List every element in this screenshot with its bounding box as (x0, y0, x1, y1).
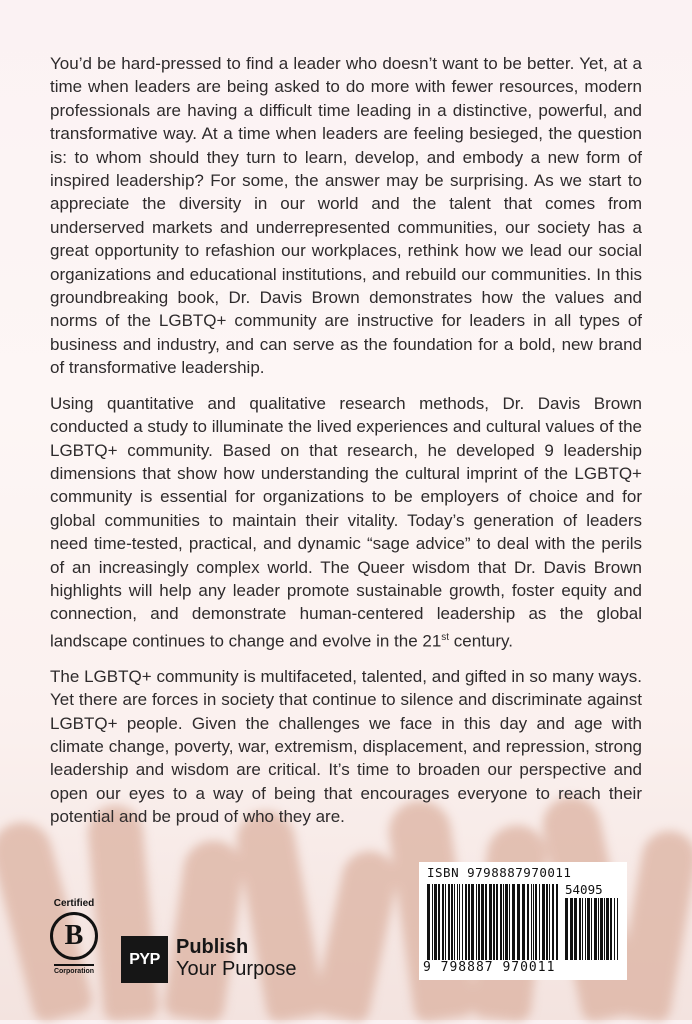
barcode-bar (531, 884, 532, 960)
b-corp-divider (54, 964, 94, 966)
barcode-bar (438, 884, 440, 960)
barcode-bar (465, 884, 467, 960)
barcode-bar (582, 898, 583, 960)
barcode-bar (565, 898, 568, 960)
publisher-logo-icon: PYP (121, 936, 168, 983)
barcode-bar (591, 898, 592, 960)
barcode-bar (539, 884, 540, 960)
barcode-bar (617, 898, 618, 960)
barcode-bar (427, 884, 430, 960)
barcode-bar (614, 898, 615, 960)
barcode-bar (476, 884, 477, 960)
barcode-bar (451, 884, 453, 960)
certified-label: Certified (53, 898, 95, 909)
barcode-bars-main-icon (427, 884, 559, 960)
barcode-bar (434, 884, 437, 960)
barcode-bar (468, 884, 470, 960)
barcode-bar (445, 884, 446, 960)
paragraph-2-tail: century. (449, 631, 514, 651)
isbn-barcode (419, 862, 627, 980)
corporation-label: Corporation (53, 968, 95, 975)
ordinal-suffix: st (441, 631, 450, 643)
barcode-bar (533, 884, 534, 960)
barcode-bar (505, 884, 508, 960)
barcode-bar (503, 884, 504, 960)
barcode-bar (542, 884, 545, 960)
barcode-bar (481, 884, 484, 960)
barcode-bar (512, 884, 515, 960)
barcode-bar (610, 898, 612, 960)
barcode-bar (594, 898, 597, 960)
b-corp-logo-icon: B (50, 912, 98, 960)
barcode-bar (604, 898, 605, 960)
barcode-bar (587, 898, 590, 960)
barcode-bar (442, 884, 444, 960)
barcode-bar (500, 884, 502, 960)
paragraph-2-body: Using quantitative and qualitative research methods, Dr. Davis Brown conducted a study to illuminate the lived experiences and cultural values of the LGBTQ+ community. Based on that research, he developed 9 leadership dimensions that show how understanding the cultural imprint of the LGBTQ+ community is essential for organizations to be employers of choice and for global communities to maintain their vitality. Today’s generation of leaders need time-tested, practical, and dynamic “sage advice” to deal with the perils of an increasingly complex world. The Queer wisdom that Dr. Davis Brown highlights will help any leader promote sustainable growth, foster equity and connection, and demonstrate human-centered leadership as the global landscape continues to change and evolve in the 21 (50, 393, 642, 651)
publisher-name (176, 936, 296, 980)
barcode-bar (600, 898, 603, 960)
barcode-bar (527, 884, 529, 960)
barcode-bar (462, 884, 463, 960)
barcode-bar (535, 884, 537, 960)
isbn-label: ISBN 9798887970011 (427, 865, 572, 880)
barcode-bar (485, 884, 487, 960)
barcode-number: 9 798887 970011 (423, 960, 556, 975)
barcode-bar (459, 884, 460, 960)
barcode-bar (546, 884, 548, 960)
publisher-name-line1: Publish (176, 936, 249, 958)
barcode-bar (432, 884, 433, 960)
barcode-bar (448, 884, 450, 960)
barcode-bar (552, 884, 554, 960)
barcode-bar (556, 884, 558, 960)
paragraph-1: You’d be hard-pressed to find a leader who doesn’t want to be better. Yet, at a time when leaders are being asked to do more with fewer resources, modern professionals are having a difficult time leading in a distinctive, powerful, and transformative way. At a time when leaders are feeling besieged, the question is: to whom should they turn to learn, develop, and embody a new form of inspired leadership? For some, the answer may be surprising. As we start to appreciate the diversity in our world and the talent that comes from underserved markets and underrepresented communities, our society has a great opportunity to refashion our workplaces, rethink how we lead our social organizations and educational institutions, and rebuild our communities. In this groundbreaking book, Dr. Davis Brown demonstrates how the values and norms of the LGBTQ+ community are instructive for leaders in all types of business and industry, and can serve as the foundation for a bold, new brand of transformative leadership. (50, 54, 642, 378)
b-corp-certification (48, 898, 100, 975)
barcode-bar (574, 898, 577, 960)
barcode-bar (598, 898, 599, 960)
publisher-name-line2: Your Purpose (176, 958, 297, 980)
barcode-bar (517, 884, 520, 960)
price-code: 54095 (565, 882, 603, 897)
barcode-bar (585, 898, 586, 960)
barcode-bar (579, 898, 581, 960)
barcode-bar (496, 884, 498, 960)
paragraph-3: The LGBTQ+ community is multifaceted, talented, and gifted in so many ways. Yet there are forces in society that continue to silence and discriminate against LGBTQ+ people. Given the challenges we face in this day and age with climate change, poverty, war, extremism, displacement, and repression, strong leadership and wisdom are critical. It’s time to broaden our perspective and open our eyes to a way of being that encourages everyone to reach their potential and be proud of who they are. (50, 666, 642, 827)
barcode-bar (489, 884, 492, 960)
barcode-bar (606, 898, 609, 960)
barcode-bar (570, 898, 573, 960)
barcode-bar (522, 884, 525, 960)
barcode-bars-addon-icon (565, 898, 621, 960)
back-cover-copy (50, 52, 642, 841)
barcode-bar (478, 884, 480, 960)
barcode-bar (493, 884, 495, 960)
barcode-bar (471, 884, 474, 960)
barcode-bar (549, 884, 550, 960)
paragraph-2 (50, 392, 642, 653)
barcode-bar (509, 884, 510, 960)
barcode-bar (457, 884, 458, 960)
barcode-bar (454, 884, 455, 960)
